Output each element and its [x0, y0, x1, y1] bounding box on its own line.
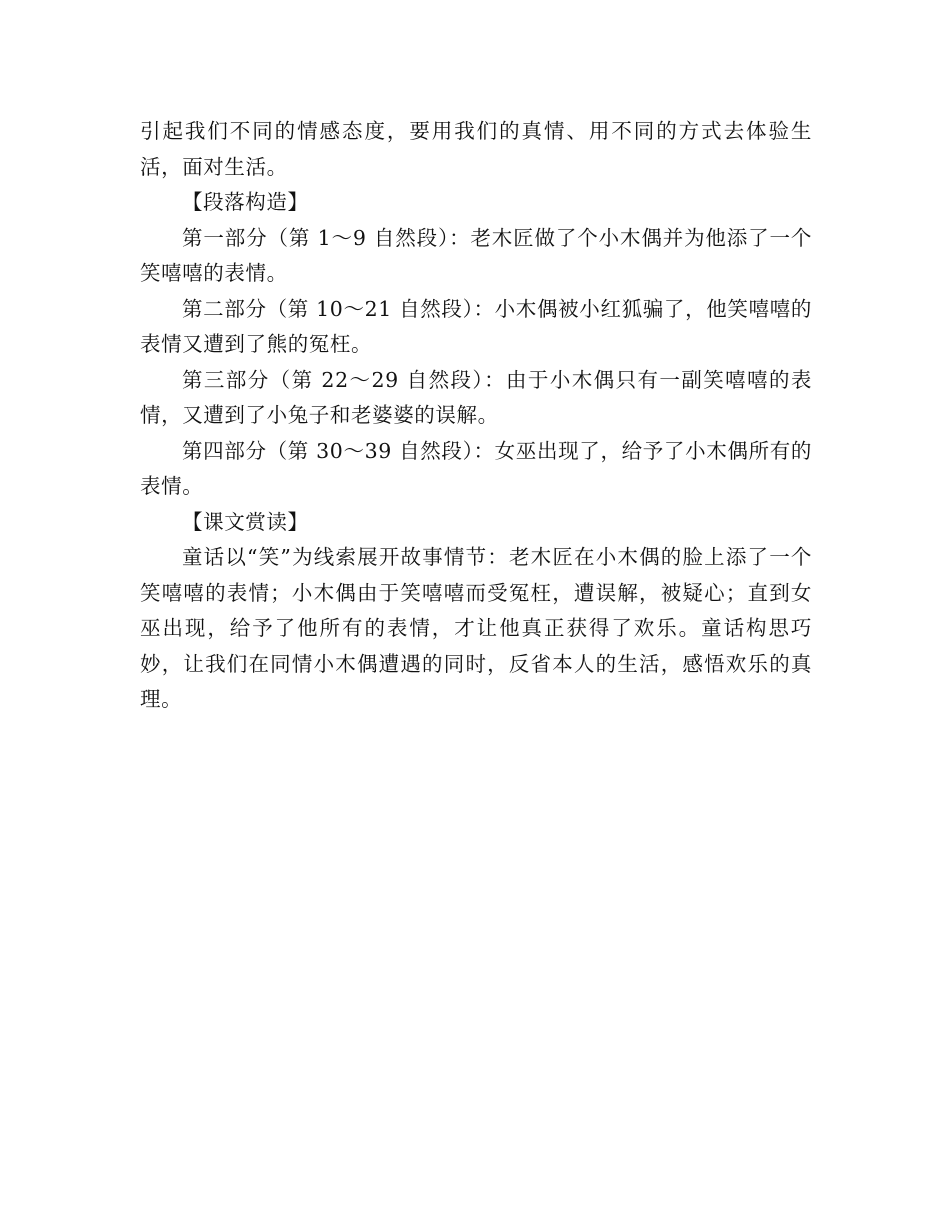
document-body [140, 114, 812, 718]
section-heading-paragraph-structure: 【段落构造】 [182, 190, 309, 214]
section-heading-text-appreciation: 【课文赏读】 [182, 509, 309, 534]
paragraph-appreciation: 童话以“笑”为线索展开故事情节：老木匠在小木偶的脸上添了一个笑嘻嘻的表情；小木偶由于笑嘻嘻而受冤枉，遭误解，被疑心；直到女巫出现，给予了他所有的表情，才让他真正获得了欢乐。童话构思巧妙，让我们在同情小木偶遭遇的同时，反省本人的生活，感悟欢乐的真理。 [140, 545, 812, 711]
paragraph-part-three: 第三部分（第 22～29 自然段）：由于小木偶只有一副笑嘻嘻的表情，又遭到了小兔子和老婆婆的误解。 [140, 367, 812, 427]
paragraph-part-two: 第二部分（第 10～21 自然段）：小木偶被小红狐骗了，他笑嘻嘻的表情又遭到了熊的冤枉。 [140, 296, 812, 356]
paragraph-part-one: 第一部分（第 1～9 自然段）：老木匠做了个小木偶并为他添了一个笑嘻嘻的表情。 [140, 225, 812, 285]
paragraph-intro-continuation: 引起我们不同的情感态度，要用我们的真情、用不同的方式去体验生活，面对生活。 [140, 119, 812, 179]
paragraph-part-four: 第四部分（第 30～39 自然段）：女巫出现了，给予了小木偶所有的表情。 [140, 438, 812, 498]
